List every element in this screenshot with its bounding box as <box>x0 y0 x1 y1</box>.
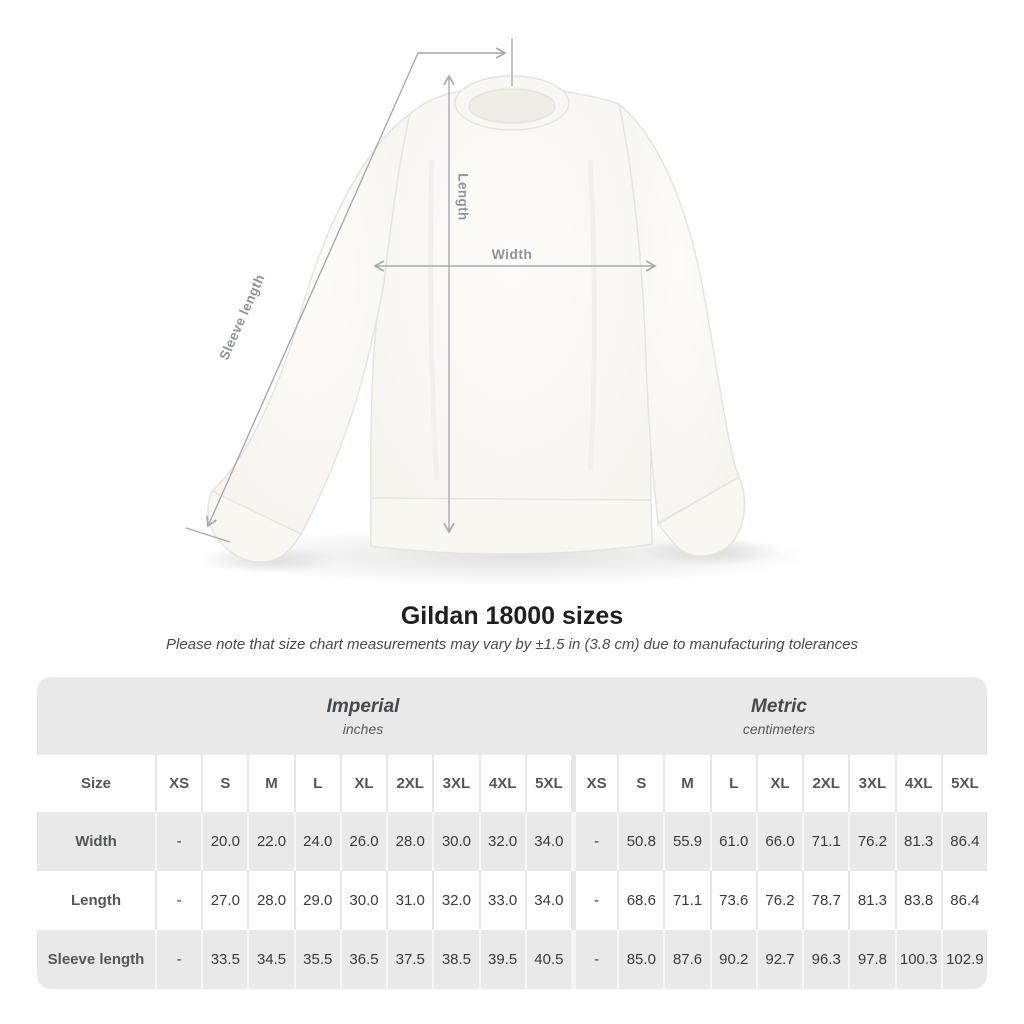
table-cell: 30.0 <box>340 871 386 930</box>
column-header: XS <box>571 755 617 812</box>
table-cell: 50.8 <box>617 812 663 871</box>
table-cell: 86.4 <box>941 812 987 871</box>
table-cell: 76.2 <box>848 812 894 871</box>
group-name: Metric <box>751 695 807 717</box>
table-cell: 31.0 <box>386 871 432 930</box>
column-header: 2XL <box>386 755 432 812</box>
table-cell: - <box>571 930 617 989</box>
table-cell: 66.0 <box>756 812 802 871</box>
column-header: 4XL <box>479 755 525 812</box>
table-cell: 36.5 <box>340 930 386 989</box>
table-cell: 30.0 <box>432 812 478 871</box>
table-cell: 34.5 <box>247 930 293 989</box>
group-unit: inches <box>342 720 384 737</box>
sleeve-length-annotation: Sleeve length <box>216 271 268 363</box>
page-title: Gildan 18000 sizes <box>400 602 624 630</box>
table-row-width <box>37 812 987 871</box>
table-cell: 32.0 <box>432 871 478 930</box>
table-cell: 90.2 <box>710 930 756 989</box>
group-name: Imperial <box>326 695 400 717</box>
table-cell: 26.0 <box>340 812 386 871</box>
table-cell: 92.7 <box>756 930 802 989</box>
table-cell: 34.0 <box>525 812 571 871</box>
table-cell: - <box>155 930 201 989</box>
table-cell: - <box>155 871 201 930</box>
width-annotation: Width <box>491 246 533 262</box>
table-cell: 83.8 <box>895 871 941 930</box>
column-header: S <box>201 755 247 812</box>
table-cell: 39.5 <box>479 930 525 989</box>
table-cell: 71.1 <box>802 812 848 871</box>
table-cell: 28.0 <box>386 812 432 871</box>
column-header: 3XL <box>848 755 894 812</box>
sweatshirt-graphic <box>208 76 745 562</box>
table-cell: 100.3 <box>895 930 941 989</box>
table-cell: 61.0 <box>710 812 756 871</box>
table-cell: - <box>571 812 617 871</box>
table-cell: 22.0 <box>247 812 293 871</box>
table-cell: 40.5 <box>525 930 571 989</box>
table-cell: 34.0 <box>525 871 571 930</box>
table-cell: 81.3 <box>848 871 894 930</box>
table-cell: 76.2 <box>756 871 802 930</box>
table-cell: 24.0 <box>294 812 340 871</box>
column-header: 5XL <box>941 755 987 812</box>
table-cell: 68.6 <box>617 871 663 930</box>
row-label: Length <box>37 871 155 930</box>
size-table <box>37 677 987 989</box>
column-header: L <box>294 755 340 812</box>
table-cell: 33.0 <box>479 871 525 930</box>
column-header: 2XL <box>802 755 848 812</box>
table-cell: 97.8 <box>848 930 894 989</box>
column-header: XL <box>340 755 386 812</box>
table-cell: 81.3 <box>895 812 941 871</box>
size-header-row <box>37 755 987 812</box>
column-header: L <box>710 755 756 812</box>
table-cell: 37.5 <box>386 930 432 989</box>
column-header: M <box>247 755 293 812</box>
table-cell: 87.6 <box>663 930 709 989</box>
group-header-metric <box>571 677 987 755</box>
table-cell: 73.6 <box>710 871 756 930</box>
table-cell: 27.0 <box>201 871 247 930</box>
length-annotation: Length <box>455 173 471 221</box>
group-unit: centimeters <box>742 720 816 737</box>
table-cell: 29.0 <box>294 871 340 930</box>
corner-spacer <box>37 677 155 755</box>
table-cell: 28.0 <box>247 871 293 930</box>
row-label: Width <box>75 833 117 850</box>
group-header-imperial <box>155 677 571 755</box>
size-corner-header: Size <box>37 755 155 812</box>
table-cell: 20.0 <box>201 812 247 871</box>
column-header: XL <box>756 755 802 812</box>
table-cell: 33.5 <box>201 930 247 989</box>
table-cell: 38.5 <box>432 930 478 989</box>
table-cell: 71.1 <box>663 871 709 930</box>
table-row-sleeve-length <box>37 930 987 989</box>
table-cell: 86.4 <box>941 871 987 930</box>
table-cell: 35.5 <box>294 930 340 989</box>
column-header: 3XL <box>432 755 478 812</box>
column-header: 5XL <box>525 755 571 812</box>
table-cell: 96.3 <box>802 930 848 989</box>
column-header: XS <box>155 755 201 812</box>
unit-group-header-row <box>37 677 987 755</box>
table-cell: - <box>155 812 201 871</box>
row-label: Sleeve length <box>47 951 145 968</box>
table-cell: 32.0 <box>479 812 525 871</box>
tolerance-note: Please note that size chart measurements may vary by ±1.5 in (3.8 cm) due to manufacturing tolerances <box>166 636 858 653</box>
table-cell: - <box>571 871 617 930</box>
table-cell: 55.9 <box>663 812 709 871</box>
table-cell: 78.7 <box>802 871 848 930</box>
column-header: S <box>617 755 663 812</box>
column-header: 4XL <box>895 755 941 812</box>
table-cell: 85.0 <box>617 930 663 989</box>
table-row-length <box>37 871 987 930</box>
table-cell: 102.9 <box>941 930 987 989</box>
column-header: M <box>663 755 709 812</box>
